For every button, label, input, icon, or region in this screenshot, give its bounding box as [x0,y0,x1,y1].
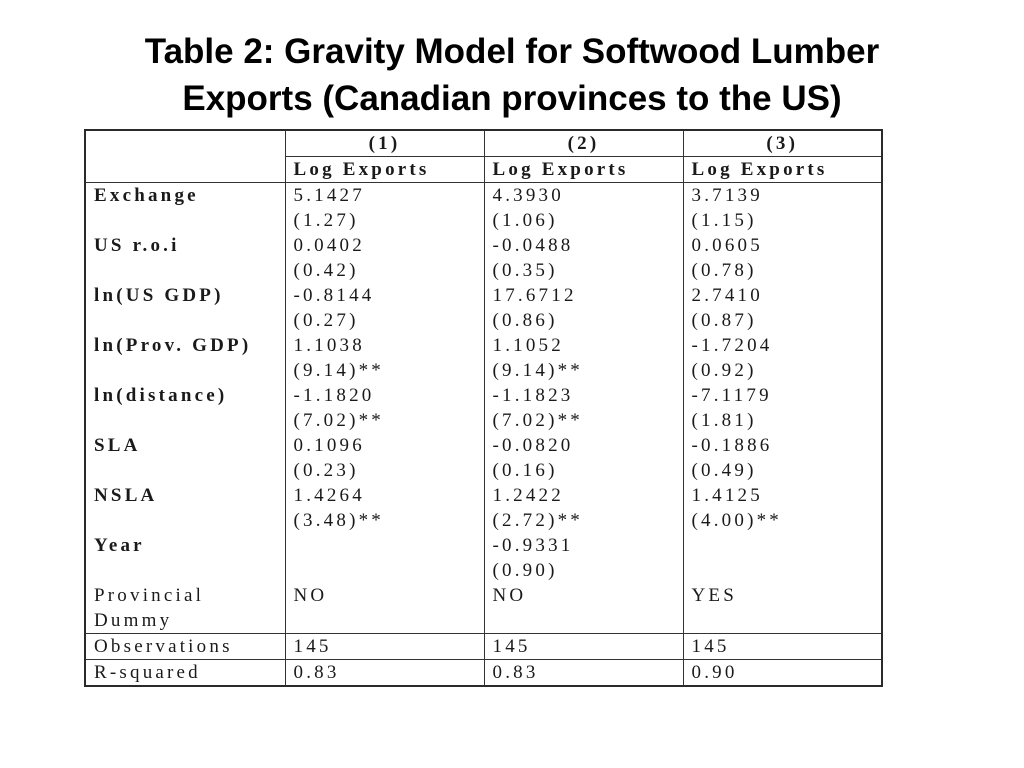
header-corner [85,130,285,157]
rsquared-value-3: 0.90 [683,660,882,687]
tstat: (1.06) [492,210,558,231]
tstat: (0.90) [492,560,558,581]
variable-ln-prov-gdp: ln(Prov. GDP) [94,335,252,356]
dummy-value-2: NO [492,585,527,606]
tstat: (0.78) [691,260,757,281]
coef: -0.0820 [492,435,574,456]
tstat: (0.49) [691,460,757,481]
variable-exchange: Exchange [94,185,199,206]
variable-us-roi: US r.o.i [94,235,180,256]
coef: -0.0488 [492,235,574,256]
coef: 0.0402 [293,235,365,256]
rsquared-row [85,660,882,687]
tstat: (7.02)** [293,410,385,431]
coef: 3.7139 [691,185,763,206]
header-corner-lower [85,157,285,183]
variable-sla: SLA [94,435,141,456]
title-line-2: Exports (Canadian provinces to the US) [182,79,842,118]
coef: 5.1427 [293,185,365,206]
model-3-column [683,183,882,634]
tstat [294,558,484,583]
coef: -0.1886 [691,435,773,456]
header-row-dependent-variable [85,157,882,183]
variable-names-column [85,183,285,634]
column-label-2: Log Exports [484,157,683,183]
observations-value-2: 145 [484,634,683,660]
slide-title [0,28,1024,122]
observations-row [85,634,882,660]
variable-nsla: NSLA [94,485,158,506]
variable-year: Year [94,535,145,556]
tstat: (9.14)** [293,360,385,381]
coef: 4.3930 [492,185,564,206]
observations-label: Observations [85,634,285,660]
rsquared-value-2: 0.83 [484,660,683,687]
model-1-column [285,183,484,634]
tstat: (2.72)** [492,510,584,531]
header-row-column-numbers [85,130,882,157]
variable-provincial-dummy-line-1: Provincial [94,585,205,606]
observations-value-1: 145 [285,634,484,660]
tstat: (7.02)** [492,410,584,431]
column-label-1: Log Exports [285,157,484,183]
tstat: (0.16) [492,460,558,481]
coef: -0.8144 [293,285,375,306]
rsquared-label: R-squared [85,660,285,687]
coef: 1.2422 [492,485,564,506]
coef [294,533,484,558]
column-number-1: (1) [285,130,484,157]
coefficients-block [85,183,882,634]
coef: 0.1096 [293,435,365,456]
title-line-1: Table 2: Gravity Model for Softwood Lumber [144,32,880,71]
column-number-2: (2) [484,130,683,157]
coef: 1.1038 [293,335,365,356]
coef: 1.4264 [293,485,365,506]
tstat [692,558,882,583]
tstat: (1.81) [691,410,757,431]
coef: 17.6712 [492,285,577,306]
variable-provincial-dummy-line-2: Dummy [94,610,173,631]
tstat: (0.42) [293,260,359,281]
regression-table [84,129,883,687]
tstat: (4.00)** [691,510,783,531]
tstat: (9.14)** [492,360,584,381]
coef: -0.9331 [492,535,574,556]
variable-ln-us-gdp: ln(US GDP) [94,285,224,306]
rsquared-value-1: 0.83 [285,660,484,687]
tstat: (0.86) [492,310,558,331]
observations-value-3: 145 [683,634,882,660]
tstat: (0.92) [691,360,757,381]
tstat: (1.27) [293,210,359,231]
tstat: (0.23) [293,460,359,481]
coef: -7.1179 [691,385,772,406]
coef: 2.7410 [691,285,763,306]
coef: -1.1820 [293,385,375,406]
tstat: (0.87) [691,310,757,331]
coef: -1.7204 [691,335,773,356]
coef: 1.4125 [691,485,763,506]
dummy-value-3: YES [691,585,737,606]
model-2-column [484,183,683,634]
coef [692,533,882,558]
dummy-value-1: NO [293,585,328,606]
coef: -1.1823 [492,385,574,406]
coef: 0.0605 [691,235,763,256]
variable-ln-distance: ln(distance) [94,385,228,406]
coef: 1.1052 [492,335,564,356]
tstat: (1.15) [691,210,757,231]
tstat: (0.35) [492,260,558,281]
column-label-3: Log Exports [683,157,882,183]
tstat: (3.48)** [293,510,385,531]
tstat: (0.27) [293,310,359,331]
column-number-3: (3) [683,130,882,157]
